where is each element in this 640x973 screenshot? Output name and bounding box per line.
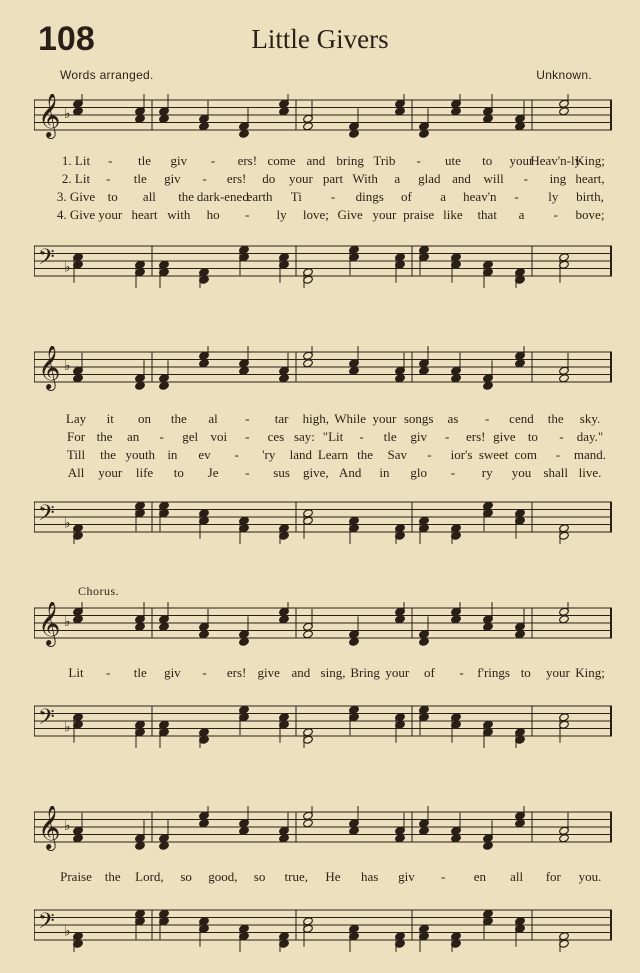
lyric-syllable: -	[108, 153, 113, 168]
lyric-syllable: to	[520, 665, 531, 680]
lyric-syllable: -	[440, 869, 446, 884]
lyric-syllable: the	[96, 429, 113, 444]
note-head	[199, 122, 210, 131]
note-head	[559, 615, 570, 624]
note-head	[239, 637, 250, 646]
lyric-syllable: -	[210, 153, 216, 168]
lyric-syllable: With	[352, 171, 378, 186]
treble-staff-2	[34, 346, 612, 394]
lyric-syllable: giv	[164, 665, 181, 680]
treble-clef-icon: 𝄞	[38, 602, 61, 645]
lyric-syllable: your	[372, 411, 397, 426]
lyric-syllable: you.	[578, 869, 602, 884]
note-head	[199, 819, 210, 828]
lyric-syllable: love;	[302, 207, 329, 222]
lyric-syllable: dark-ened	[196, 189, 249, 204]
lyric-syllable: youth	[125, 447, 156, 462]
bass-staff-drawing	[34, 700, 612, 748]
note-head	[483, 622, 494, 631]
lyric-syllable: -	[330, 189, 336, 204]
flat-icon: ♭	[64, 719, 71, 736]
lyric-syllable: -	[105, 665, 111, 680]
lyric-syllable: -	[555, 447, 561, 462]
note-head	[515, 122, 526, 131]
lyric-syllable: -	[234, 447, 239, 462]
lyric-syllable: giv	[170, 153, 188, 168]
lyric-syllable: ly	[276, 207, 287, 222]
lyric-syllable: ute	[444, 153, 461, 168]
note-head	[395, 615, 406, 624]
lyric-syllable: He	[325, 869, 341, 884]
lyric-syllable: -	[459, 665, 464, 680]
treble-staff-drawing	[34, 346, 612, 394]
flat-icon: ♭	[64, 818, 71, 834]
treble-staff-drawing	[34, 94, 612, 142]
note-head	[73, 834, 84, 843]
lyric-syllable: in	[167, 447, 178, 462]
note-head	[349, 129, 360, 138]
lyric-syllable: an	[126, 429, 140, 444]
lyric-syllable: ers!	[466, 429, 486, 444]
note-head	[279, 374, 290, 383]
treble-staff-drawing	[34, 806, 612, 854]
lyric-syllable: Bring	[350, 665, 380, 680]
lyric-syllable: earth	[246, 189, 273, 204]
note-head	[73, 374, 84, 383]
lyric-syllable: -	[202, 171, 207, 186]
lyric-syllable: ers!	[237, 153, 258, 168]
note-head	[159, 841, 170, 850]
bass-staff-drawing	[34, 496, 612, 544]
words-credit: Words arranged.	[60, 68, 154, 82]
note-head	[451, 615, 462, 624]
lyric-syllable: glo	[410, 465, 427, 480]
lyrics-block-1	[38, 152, 608, 224]
lyric-syllable: day."	[576, 429, 604, 444]
note-head	[239, 129, 250, 138]
lyric-line	[38, 664, 608, 682]
lyric-syllable: -	[159, 429, 164, 444]
note-head	[559, 374, 570, 383]
note-head	[349, 366, 360, 375]
note-head	[279, 107, 290, 116]
lyric-syllable: give	[493, 429, 516, 444]
lyric-syllable: that	[477, 207, 497, 222]
lyric-syllable: on	[138, 411, 152, 426]
lyric-syllable: giv	[398, 869, 415, 884]
lyric-syllable: 3. Give	[56, 189, 96, 204]
flat-icon: ♭	[64, 358, 71, 374]
lyric-syllable: true,	[284, 869, 309, 884]
lyric-line	[38, 206, 608, 224]
lyric-syllable: And	[338, 465, 362, 480]
lyric-syllable: good,	[208, 869, 238, 884]
bass-clef-icon: 𝄢	[38, 245, 55, 275]
lyric-syllable: -	[359, 429, 364, 444]
lyric-syllable: the	[100, 447, 117, 462]
lyric-syllable: your	[98, 207, 123, 222]
lyric-syllable: cend	[509, 411, 534, 426]
lyric-syllable: heart	[131, 207, 158, 222]
lyric-syllable: ers!	[226, 171, 247, 186]
lyric-syllable: your	[545, 665, 570, 680]
lyric-syllable: Je	[207, 465, 219, 480]
note-head	[349, 637, 360, 646]
note-head	[199, 630, 210, 639]
lyric-syllable: heart,	[575, 171, 605, 186]
lyric-syllable: sus	[273, 465, 290, 480]
lyric-line	[38, 170, 608, 188]
lyric-syllable: 4. Give	[56, 207, 96, 222]
flat-icon: ♭	[64, 923, 71, 940]
note-head	[483, 114, 494, 123]
note-head	[73, 615, 84, 624]
lyric-syllable: and	[452, 171, 471, 186]
flat-icon: ♭	[64, 515, 71, 532]
lyric-syllable: heav'n	[463, 189, 497, 204]
lyric-syllable: -	[553, 207, 558, 222]
note-head	[303, 819, 314, 828]
lyric-syllable: give,	[303, 465, 329, 480]
lyric-syllable: it	[106, 411, 114, 426]
note-head	[451, 107, 462, 116]
lyric-syllable: sweet	[478, 447, 509, 462]
lyric-syllable: glad	[418, 171, 441, 186]
lyric-syllable: like	[443, 207, 463, 222]
lyric-syllable: -	[245, 465, 250, 480]
lyric-syllable: com	[514, 447, 537, 462]
lyric-syllable: tle	[133, 171, 147, 186]
lyric-syllable: Heav'n-ly	[530, 153, 582, 168]
lyric-line	[38, 446, 608, 464]
note-head	[135, 841, 146, 850]
author-credit: Unknown.	[536, 68, 592, 82]
note-head	[279, 834, 290, 843]
lyric-syllable: Till	[66, 447, 86, 462]
note-head	[135, 381, 146, 390]
lyric-syllable: ior's	[450, 447, 473, 462]
lyric-syllable: so	[253, 869, 266, 884]
bass-staff-3	[34, 700, 612, 748]
note-head	[73, 107, 84, 116]
lyric-syllable: come	[267, 153, 296, 168]
chorus-label: Chorus.	[78, 584, 120, 598]
lyric-line	[38, 428, 608, 446]
lyric-syllable: and	[306, 153, 326, 168]
lyric-syllable: tar	[274, 411, 289, 426]
note-head	[239, 826, 250, 835]
bass-clef-icon: 𝄢	[38, 909, 55, 939]
lyric-syllable: Lay	[65, 411, 87, 426]
treble-clef-icon: 𝄞	[38, 346, 61, 389]
note-head	[483, 381, 494, 390]
note-head	[159, 114, 170, 123]
lyric-syllable: -	[245, 207, 250, 222]
lyric-syllable: tle	[383, 429, 397, 444]
lyric-syllable: giv	[164, 171, 181, 186]
lyric-syllable: "Lit	[322, 429, 344, 444]
lyric-syllable: sing,	[320, 665, 346, 680]
lyric-syllable: your	[288, 171, 313, 186]
lyric-syllable: the	[357, 447, 374, 462]
treble-staff-4	[34, 806, 612, 854]
lyric-syllable: give	[257, 665, 280, 680]
lyric-syllable: ry	[481, 465, 493, 480]
note-head	[303, 359, 314, 368]
lyric-syllable: en	[473, 869, 486, 884]
lyric-syllable: -	[427, 447, 432, 462]
lyric-line	[38, 152, 608, 170]
lyric-syllable: al	[208, 411, 218, 426]
lyric-syllable: For	[66, 429, 86, 444]
lyric-syllable: with	[167, 207, 191, 222]
lyric-syllable: all	[510, 869, 524, 884]
treble-staff-3	[34, 602, 612, 650]
lyric-syllable: live.	[578, 465, 602, 480]
treble-clef-icon: 𝄞	[38, 806, 61, 849]
note-head	[279, 615, 290, 624]
lyric-syllable: ces	[267, 429, 285, 444]
lyric-syllable: life	[135, 465, 154, 480]
lyric-syllable: your	[385, 665, 410, 680]
bass-clef-icon: 𝄢	[38, 705, 55, 735]
lyric-syllable: -	[450, 465, 456, 480]
lyric-syllable: in	[379, 465, 390, 480]
note-head	[395, 107, 406, 116]
lyric-syllable: to	[173, 465, 184, 480]
lyric-syllable: All	[67, 465, 85, 480]
note-head	[559, 834, 570, 843]
lyric-syllable: the	[170, 411, 187, 426]
note-head	[451, 374, 462, 383]
lyric-syllable: -	[202, 665, 207, 680]
lyric-syllable: the	[104, 869, 121, 884]
bass-staff-4	[34, 904, 612, 952]
note-head	[395, 834, 406, 843]
lyric-syllable: a	[518, 207, 525, 222]
note-head	[483, 841, 494, 850]
lyric-syllable: sky.	[579, 411, 601, 426]
note-head	[419, 637, 430, 646]
lyric-syllable: high,	[302, 411, 330, 426]
lyric-syllable: you	[511, 465, 532, 480]
treble-clef-icon: 𝄞	[38, 94, 61, 137]
lyric-syllable: -	[485, 411, 490, 426]
lyric-syllable: -	[559, 429, 564, 444]
lyric-syllable: bove;	[575, 207, 605, 222]
lyric-syllable: dings	[355, 189, 384, 204]
note-head	[349, 826, 360, 835]
hymn-title: Little Givers	[251, 24, 389, 54]
lyric-syllable: land	[289, 447, 313, 462]
note-head	[303, 122, 314, 131]
lyric-line	[38, 188, 608, 206]
note-head	[395, 374, 406, 383]
lyric-syllable: to	[482, 153, 493, 168]
note-head	[515, 819, 526, 828]
lyric-syllable: Trib	[373, 153, 396, 168]
lyric-syllable: giv	[410, 429, 427, 444]
lyric-syllable: the	[547, 411, 564, 426]
lyric-syllable: your	[509, 153, 534, 168]
lyric-syllable: Sav	[387, 447, 407, 462]
bass-staff-2	[34, 496, 612, 544]
note-head	[419, 129, 430, 138]
note-head	[419, 366, 430, 375]
lyric-syllable: bring	[336, 153, 364, 168]
note-head	[159, 381, 170, 390]
lyrics-block-4	[38, 868, 608, 886]
lyric-syllable: -	[416, 153, 421, 168]
note-head	[515, 630, 526, 639]
lyric-syllable: say:	[293, 429, 315, 444]
note-head	[515, 359, 526, 368]
lyric-syllable: -	[523, 171, 528, 186]
lyric-syllable: mand.	[573, 447, 607, 462]
lyric-syllable: -	[245, 429, 250, 444]
lyric-syllable: of	[401, 189, 412, 204]
lyric-syllable: 1. Lit	[61, 153, 91, 168]
lyric-syllable: ers!	[226, 665, 247, 680]
lyric-syllable: to	[107, 189, 118, 204]
flat-icon: ♭	[64, 259, 71, 276]
lyric-syllable: so	[180, 869, 192, 884]
bass-staff-1	[34, 240, 612, 288]
note-head	[159, 622, 170, 631]
lyric-syllable: Ti	[290, 189, 302, 204]
lyric-line	[38, 464, 608, 482]
lyric-syllable: songs	[403, 411, 434, 426]
lyric-line	[38, 868, 608, 886]
lyric-syllable: Give	[337, 207, 363, 222]
lyric-syllable: ly	[548, 189, 559, 204]
lyric-syllable: all	[142, 189, 156, 204]
note-head	[303, 630, 314, 639]
lyrics-block-3	[38, 664, 608, 682]
lyric-syllable: a	[440, 189, 447, 204]
lyric-syllable: the	[178, 189, 195, 204]
lyric-syllable: f'rings	[477, 665, 510, 680]
treble-staff-1	[34, 94, 612, 142]
bass-clef-icon: 𝄢	[38, 501, 55, 531]
lyric-syllable: -	[514, 189, 519, 204]
lyric-syllable: of	[423, 665, 435, 680]
lyric-syllable: -	[105, 171, 111, 186]
note-head	[559, 107, 570, 116]
lyric-syllable: as	[447, 411, 459, 426]
lyric-syllable: ing	[549, 171, 567, 186]
lyric-syllable: will	[483, 171, 504, 186]
lyric-syllable: King;	[575, 665, 605, 680]
lyric-syllable: shall	[543, 465, 568, 480]
lyric-syllable: part	[322, 171, 344, 186]
note-head	[135, 114, 146, 123]
lyrics-block-2	[38, 410, 608, 482]
lyric-syllable: and	[291, 665, 311, 680]
lyric-syllable: -	[445, 429, 450, 444]
note-head	[135, 622, 146, 631]
lyric-syllable: your	[98, 465, 123, 480]
lyric-syllable: has	[361, 869, 379, 884]
lyric-syllable: to	[527, 429, 538, 444]
lyric-syllable: Learn	[317, 447, 349, 462]
bass-staff-drawing	[34, 240, 612, 288]
lyric-syllable: voi	[210, 429, 228, 444]
lyric-syllable: -	[245, 411, 250, 426]
lyric-syllable: praise	[403, 207, 435, 222]
lyric-syllable: 'ry	[262, 447, 276, 462]
hymn-number: 108	[38, 20, 95, 58]
note-head	[199, 359, 210, 368]
lyric-syllable: King;	[575, 153, 605, 168]
lyric-syllable: birth,	[576, 189, 604, 204]
lyric-syllable: 2. Lit	[61, 171, 91, 186]
lyric-syllable: your	[372, 207, 397, 222]
lyric-syllable: Lord,	[135, 869, 164, 884]
flat-icon: ♭	[64, 106, 71, 122]
flat-icon: ♭	[64, 614, 71, 630]
treble-staff-drawing	[34, 602, 612, 650]
lyric-syllable: for	[545, 869, 561, 884]
bass-staff-drawing	[34, 904, 612, 952]
lyric-syllable: ev	[198, 447, 211, 462]
lyric-syllable: tle	[133, 665, 147, 680]
note-head	[419, 826, 430, 835]
lyric-syllable: gel	[182, 429, 199, 444]
lyric-syllable: tle	[138, 153, 152, 168]
lyric-syllable: Lit	[68, 665, 84, 680]
lyric-syllable: a	[394, 171, 401, 186]
lyric-syllable: do	[262, 171, 276, 186]
note-head	[239, 366, 250, 375]
lyric-line	[38, 410, 608, 428]
lyric-syllable: While	[334, 411, 367, 426]
lyric-syllable: Praise	[60, 869, 92, 884]
note-head	[451, 834, 462, 843]
lyric-syllable: ho	[206, 207, 220, 222]
